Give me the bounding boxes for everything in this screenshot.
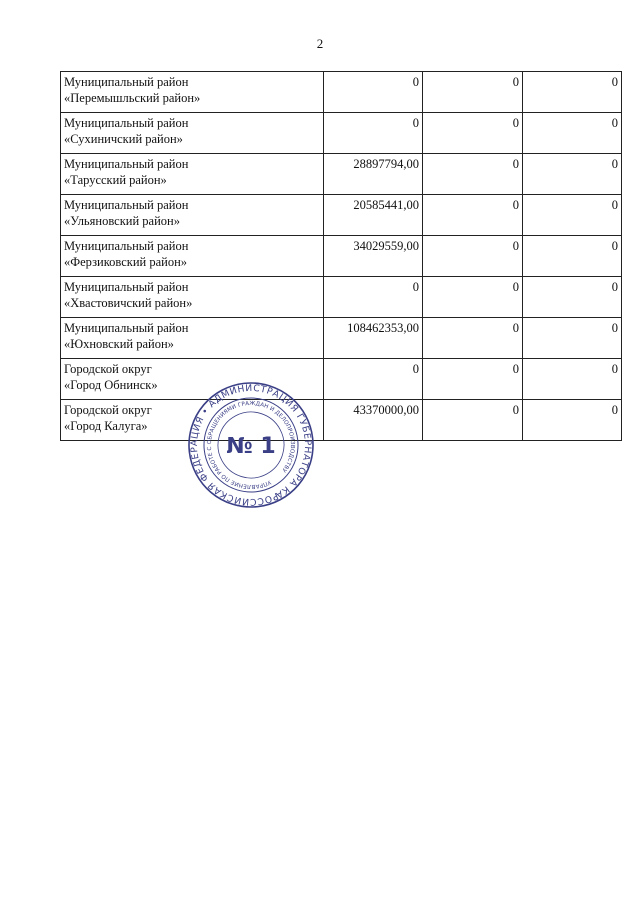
- row-name-type: Муниципальный район: [64, 198, 189, 212]
- row-value-2: 0: [423, 359, 523, 400]
- row-name-cell: [61, 113, 324, 154]
- row-name-type: Муниципальный район: [64, 239, 189, 253]
- table-row: [61, 72, 622, 113]
- row-name-type: Муниципальный район: [64, 321, 189, 335]
- row-value-1: 0: [324, 72, 423, 113]
- row-value-2: 0: [423, 318, 523, 359]
- row-name-title: «Ульяновский район»: [64, 214, 180, 228]
- page-number: 2: [316, 36, 324, 51]
- table-row: [61, 400, 622, 441]
- row-name-title: «Ферзиковский район»: [64, 255, 188, 269]
- official-seal: [186, 380, 316, 510]
- row-value-2: 0: [423, 72, 523, 113]
- row-name-title: «Юхновский район»: [64, 337, 174, 351]
- table-row: [61, 113, 622, 154]
- table-row: [61, 236, 622, 277]
- row-name-cell: [61, 195, 324, 236]
- row-value-1: 43370000,00: [324, 400, 423, 441]
- row-value-3: 0: [523, 359, 622, 400]
- row-value-3: 0: [523, 400, 622, 441]
- table-row: [61, 195, 622, 236]
- row-value-1: 0: [324, 359, 423, 400]
- row-value-1: 0: [324, 113, 423, 154]
- row-name-type: Муниципальный район: [64, 280, 189, 294]
- row-name-title: «Город Калуга»: [64, 419, 148, 433]
- row-name-type: Муниципальный район: [64, 75, 189, 89]
- row-value-3: 0: [523, 154, 622, 195]
- row-value-1: 0: [324, 277, 423, 318]
- row-value-3: 0: [523, 72, 622, 113]
- row-name-cell: [61, 277, 324, 318]
- table-row: [61, 359, 622, 400]
- row-name-title: «Сухиничский район»: [64, 132, 183, 146]
- row-name-cell: [61, 72, 324, 113]
- row-value-1: 28897794,00: [324, 154, 423, 195]
- row-value-3: 0: [523, 318, 622, 359]
- row-name-title: «Перемышльский район»: [64, 91, 201, 105]
- svg-text:№ 1: № 1: [226, 434, 276, 459]
- budget-table: [60, 71, 622, 441]
- table-row: [61, 154, 622, 195]
- row-value-2: 0: [423, 113, 523, 154]
- row-name-cell: [61, 154, 324, 195]
- svg-text:РОССИЙСКАЯ ФЕДЕРАЦИЯ • АДМИНИС: РОССИЙСКАЯ ФЕДЕРАЦИЯ • АДМИНИСТРАЦИЯ ГУБЕРНАТОРА КАЛУЖСКОЙ: [188, 382, 314, 508]
- row-name-type: Муниципальный район: [64, 116, 189, 130]
- table-row: [61, 277, 622, 318]
- svg-text:УПРАВЛЕНИЕ ПО РАБОТЕ С ОБРАЩЕН: УПРАВЛЕНИЕ ПО РАБОТЕ С ОБРАЩЕНИЯМИ ГРАЖДАН И ДЕЛОПРОИЗВОДСТВУ: [206, 400, 296, 490]
- row-name-type: Муниципальный район: [64, 157, 189, 171]
- row-name-title: «Хвастовичский район»: [64, 296, 193, 310]
- row-name-title: «Тарусский район»: [64, 173, 167, 187]
- row-value-2: 0: [423, 277, 523, 318]
- row-value-1: 20585441,00: [324, 195, 423, 236]
- seal-graphic: [186, 380, 316, 510]
- row-value-1: 108462353,00: [324, 318, 423, 359]
- row-value-3: 0: [523, 236, 622, 277]
- row-value-1: 34029559,00: [324, 236, 423, 277]
- row-value-3: 0: [523, 113, 622, 154]
- row-value-3: 0: [523, 195, 622, 236]
- row-value-2: 0: [423, 400, 523, 441]
- row-value-2: 0: [423, 195, 523, 236]
- row-value-2: 0: [423, 154, 523, 195]
- row-name-cell: [61, 318, 324, 359]
- row-value-3: 0: [523, 277, 622, 318]
- row-name-cell: [61, 236, 324, 277]
- row-name-title: «Город Обнинск»: [64, 378, 158, 392]
- table-row: [61, 318, 622, 359]
- row-name-type: Городской округ: [64, 403, 152, 417]
- row-value-2: 0: [423, 236, 523, 277]
- row-name-type: Городской округ: [64, 362, 152, 376]
